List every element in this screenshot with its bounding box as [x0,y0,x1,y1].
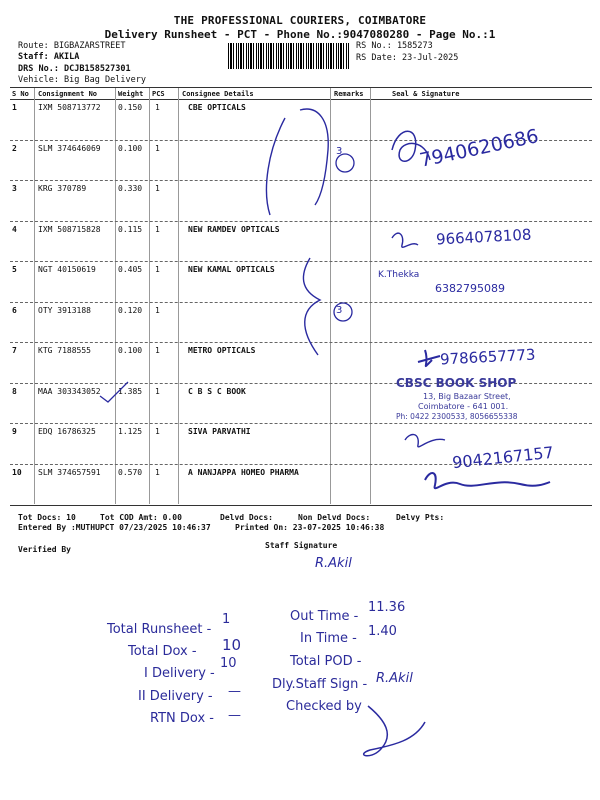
delvd-docs: Delvd Docs: [220,513,273,522]
row-consignment-no: KTG 7188555 [38,346,91,355]
row-weight: 0.150 [118,103,143,112]
ii-delivery-label: II Delivery - [138,689,213,704]
row-pcs: 1 [155,265,160,274]
row-consignee: METRO OPTICALS [188,346,256,355]
row-sno: 1 [12,103,17,112]
vehicle-label: Vehicle: Big Bag Delivery [18,75,146,85]
row-pcs: 1 [155,386,160,396]
bracket-mid [303,258,320,355]
row-weight: 1.385 [118,386,143,396]
row-weight: 0.120 [118,305,143,315]
handwritten-name: K.Thekka [378,270,420,280]
row-consignment-no: EDQ 16786325 [38,427,96,436]
row-consignment-no: SLM 374657591 [38,467,101,477]
i-delivery-value: 10 [220,656,237,671]
out-time-value: 11.36 [368,600,406,615]
row-sno: 3 [12,184,17,193]
col-pcs: PCS [152,90,165,98]
tick-mark [100,382,128,402]
total-dox-value: 10 [222,636,242,654]
row-pcs: 1 [155,103,160,112]
rs-date: RS Date: 23-Jul-2025 [356,53,459,63]
checked-by-label: Checked by [286,699,362,714]
total-runsheet-value: 1 [222,612,231,627]
circle-number: 3 [336,146,343,157]
entered-by: Entered By :MUTHUPCT 07/23/2025 10:46:37 [18,523,211,532]
row-consignment-no: OTY 3913188 [38,305,91,315]
staff-signature: R.Akil [315,556,352,571]
row-weight: 1.125 [118,427,143,436]
out-time-label: Out Time - [290,609,359,624]
signature-scribble [392,233,418,247]
handwritten-phone: 7940620686 [417,125,541,172]
bracket-top [266,109,328,215]
i-delivery-label: I Delivery - [144,666,215,681]
dly-staff-sign-label: Dly.Staff Sign - [272,677,368,692]
checked-by-signature [364,706,425,756]
row-consignment-no: IXM 508715828 [38,224,101,234]
row-pcs: 1 [155,143,160,153]
row-pcs: 1 [155,427,160,436]
col-sno: S No [12,90,29,98]
route-label: Route: BIGBAZARSTREET [18,41,126,51]
row-consignment-no: SLM 374646069 [38,143,101,153]
rtn-dox-value: — [228,708,241,723]
row-sno: 5 [12,265,17,274]
row-weight: 0.100 [118,143,143,153]
handwritten-phone: 6382795089 [435,282,505,295]
row-sno: 6 [12,305,17,315]
row-sno: 9 [12,427,17,436]
col-seal: Seal & Signature [392,90,460,98]
delvy-pts: Delvy Pts: [396,513,445,522]
row-consignee: C B S C BOOK [188,386,246,396]
in-time-label: In Time - [300,631,357,646]
rtn-dox-label: RTN Dox - [150,711,214,726]
row-weight: 0.115 [118,224,143,234]
row-consignee: CBE OPTICALS [188,103,246,112]
total-dox-label: Total Dox - [128,644,197,659]
circle-number: 3 [336,305,343,316]
stamp-city: Coimbatore - 641 001. [418,402,509,411]
row-consignee: SIVA PARVATHI [188,427,251,436]
row-consignment-no: IXM 508713772 [38,103,101,112]
signature-scribble [418,350,440,366]
rs-no: RS No.: 1585273 [356,41,433,51]
staff-label: Staff: AKILA [18,52,80,62]
ii-delivery-value: — [228,684,241,699]
verified-by: Verified By [18,545,71,554]
row-sno: 2 [12,143,17,153]
row-consignee: A NANJAPPA HOMEO PHARMA [188,467,299,477]
signature-scribble [425,473,550,488]
row-consignment-no: MAA 303343052 [38,386,101,396]
tot-cod-amt: Tot COD Amt: 0.00 [100,513,182,522]
total-runsheet-label: Total Runsheet - [107,622,212,637]
row-weight: 0.100 [118,346,143,355]
row-consignee: NEW KAMAL OPTICALS [188,265,275,274]
row-consignment-no: NGT 40150619 [38,265,96,274]
col-consignment: Consignment No [38,90,98,98]
col-remarks: Remarks [334,90,364,98]
row-pcs: 1 [155,224,160,234]
runsheet-subtitle: Delivery Runsheet - PCT - Phone No.:9047080280 - Page No.:1 [104,28,496,41]
row-pcs: 1 [155,184,160,193]
row-sno: 10 [12,467,22,477]
stamp-title: CBSC BOOK SHOP [396,376,517,390]
row-pcs: 1 [155,305,160,315]
row-consignment-no: KRG 370789 [38,184,87,193]
row-pcs: 1 [155,467,160,477]
handwritten-phone: 9786657773 [439,345,536,369]
row-weight: 0.330 [118,184,143,193]
signature-scribble [405,435,445,447]
row-sno: 7 [12,346,17,355]
tot-docs: Tot Docs: 10 [18,513,76,522]
row-weight: 0.405 [118,265,143,274]
row-sno: 4 [12,224,17,234]
total-pod-label: Total POD - [290,654,362,669]
dly-staff-sign-value: R.Akil [376,671,413,686]
company-title: THE PROFESSIONAL COURIERS, COIMBATORE [173,14,427,27]
staff-signature-label: Staff Signature [265,541,338,550]
col-consignee: Consignee Details [182,90,254,98]
non-delvd-docs: Non Delvd Docs: [298,513,371,522]
row-sno: 8 [12,386,17,396]
col-weight: Weight [118,90,144,98]
stamp-address: 13, Big Bazaar Street, [423,392,511,401]
printed-on: Printed On: 23-07-2025 10:46:38 [235,523,385,532]
drs-label: DRS No.: DCJB158527301 [18,64,131,74]
row-weight: 0.570 [118,467,143,477]
handwritten-phone: 9664078108 [435,225,532,249]
row-pcs: 1 [155,346,160,355]
handwritten-phone: 9042167157 [451,442,555,473]
row-consignee: NEW RAMDEV OPTICALS [188,224,280,234]
stamp-phone: Ph: 0422 2300533, 8056655338 [396,412,518,421]
in-time-value: 1.40 [368,624,397,639]
